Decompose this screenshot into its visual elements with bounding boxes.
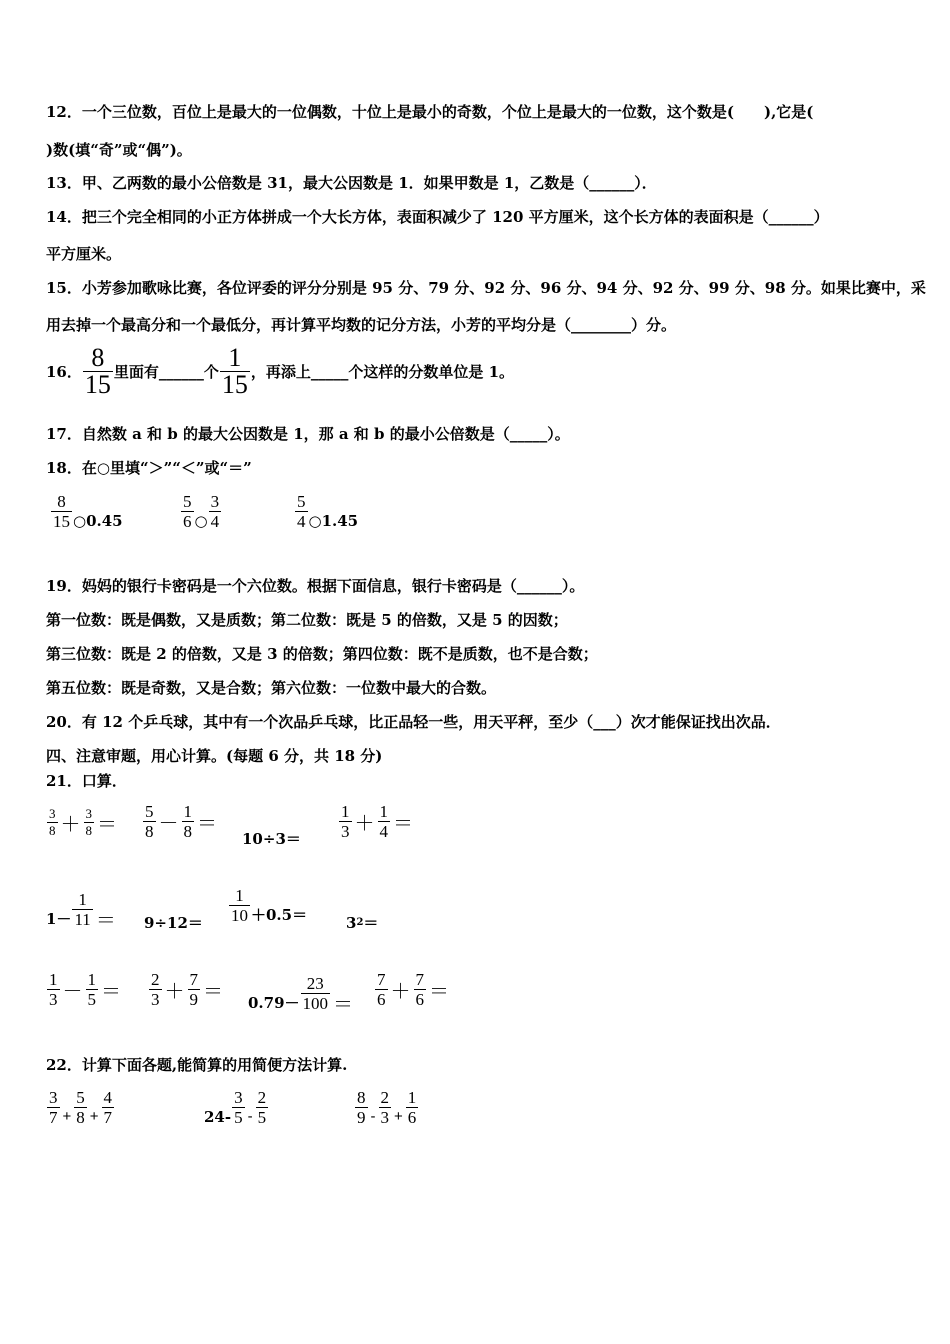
minus-operator: － [158,811,179,835]
q21-title: 21．口算． [46,772,127,790]
q21-r3-a [46,970,123,1009]
q18-item-3 [294,492,358,531]
minus-operator: - [247,1108,253,1125]
expression-suffix: ＋0.5＝ [251,906,308,924]
equals-sign: ＝ [363,914,379,932]
q21-r2-a [46,886,118,933]
q21-r2-d [346,912,378,933]
q12-line2: )数(填“奇”或“偶”)。 [46,141,192,159]
fraction: $\frac{1}{10}$ [231,886,248,925]
q19-title: 19．妈妈的银行卡密码是一个六位数。根据下面信息，银行卡密码是（______）。 [46,577,585,595]
minus-operator: － [62,979,83,1003]
plus-operator: ＋ [354,811,375,835]
equals-sign: ＝ [333,992,354,1016]
fraction: $\frac{3}{4}$ [210,492,220,531]
q19-line3: 第五位数：既是奇数，又是合数；第六位数：一位数中最大的合数。 [46,679,497,697]
fraction: $\frac{1}{4}$ [379,802,388,841]
comparison-text: ○0.45 [73,511,123,530]
fraction: $\frac{3}{8}$ [85,806,92,838]
q16 [46,345,514,398]
q14-line1: 14．把三个完全相同的小正方体拼成一个大长方体，表面积减少了 120 平方厘米，这个长方体的表面积是（______） [46,208,829,226]
q18-item-2 [180,492,222,531]
q16-text2: ，再添上_____个这样的分数单位是 1。 [250,363,515,381]
fraction: $\frac{8}{15}$ [84,343,111,399]
comparison-circle: ○ [194,511,208,530]
q16-text1: 里面有______个 [113,363,219,381]
q21-r3-d [374,970,451,1009]
q22-expr-3 [354,1088,419,1127]
expression-prefix: 24- [204,1107,232,1126]
fraction: $\frac{3}{5}$ [234,1088,243,1127]
equals-sign: ＝ [393,811,413,835]
fraction: $\frac{5}{8}$ [76,1088,85,1127]
fraction: $\frac{7}{9}$ [189,970,198,1009]
power-base: 3 [346,913,357,932]
q21-r2-c [228,886,307,925]
fraction: $\frac{5}{8}$ [145,802,154,841]
equals-sign: ＝ [101,979,121,1003]
fraction: $\frac{5}{6}$ [183,492,192,531]
fraction: $\frac{7}{6}$ [377,970,386,1009]
fraction: $\frac{1}{11}$ [74,890,91,929]
q21-r3-c [248,970,355,1017]
fraction: $\frac{5}{4}$ [297,492,306,531]
q19-line1: 第一位数：既是偶数，又是质数；第二位数：既是 5 的倍数，又是 5 的因数； [46,611,568,629]
fraction: $\frac{1}{8}$ [183,802,192,841]
equals-sign: ＝ [197,811,217,835]
q15-line2: 用去掉一个最高分和一个最低分，再计算平均数的记分方法，小芳的平均分是（________）分。 [46,316,677,334]
equals-sign: ＝ [97,812,117,836]
equals-sign: ＝ [429,979,449,1003]
q20-text: 20．有 12 个乒乓球，其中有一个次品乒乓球，比正品轻一些，用天平秤，至少（___）次才能保证找出次品． [46,713,781,731]
plus-operator: + [394,1108,403,1125]
fraction: $\frac{1}{3}$ [341,802,350,841]
fraction: $\frac{1}{3}$ [49,970,58,1009]
plus-operator: ＋ [164,979,185,1003]
q21-r3-b [148,970,225,1009]
q22-expr-1 [46,1088,115,1127]
q14-line2: 平方厘米。 [46,245,122,263]
q13-text: 13．甲、乙两数的最小公倍数是 31，最大公因数是 1．如果甲数是 1，乙数是（______）． [46,174,657,192]
comparison-text: ○1.45 [308,511,359,530]
fraction: $\frac{4}{7}$ [103,1088,113,1127]
q21-r2-b: 9÷12＝ [144,914,203,932]
plus-operator: ＋ [60,812,81,836]
plus-operator: ＋ [390,979,411,1003]
q21-r1-d [338,802,415,841]
q21-r1-b [142,802,219,841]
plus-operator: + [89,1108,99,1125]
q18-title: 18．在○里填“＞”“＜”或“＝” [46,459,252,477]
fraction: $\frac{2}{3}$ [380,1088,389,1127]
q22-title: 22．计算下面各题,能简算的用简便方法计算. [46,1056,348,1074]
fraction: $\frac{1}{5}$ [87,970,96,1009]
fraction: $\frac{3}{8}$ [49,806,56,838]
fraction: $\frac{7}{6}$ [415,970,424,1009]
q21-r1-c: 10÷3＝ [242,830,301,848]
q21-r1-a [46,806,119,839]
fraction: $\frac{8}{15}$ [53,492,70,531]
fraction: $\frac{2}{5}$ [257,1088,267,1127]
expression-prefix: 1－ [46,910,72,928]
fraction: $\frac{2}{3}$ [151,970,160,1009]
fraction: $\frac{1}{6}$ [407,1088,417,1127]
power-exponent: 2 [356,917,364,928]
q15-line1: 15．小芳参加歌咏比赛，各位评委的评分分别是 95 分、79 分、92 分、96 分、94 分、92 分、99 分、98 分。如果比赛中，采 [46,279,926,297]
section-4-heading: 四、注意审题，用心计算。(每题 6 分，共 18 分) [46,747,383,765]
q12-line1: 12．一个三位数，百位上是最大的一位偶数，十位上是最小的奇数，个位上是最大的一位数，这个数是( ),它是( [46,103,814,121]
expression-prefix: 0.79－ [248,994,300,1012]
equals-sign: ＝ [203,979,223,1003]
q16-number: 16． [46,363,82,381]
fraction: $\frac{23}{100}$ [302,974,329,1013]
q22-expr-2 [204,1088,269,1127]
minus-operator: - [370,1108,376,1125]
fraction: $\frac{3}{7}$ [49,1088,58,1127]
q18-item-1 [50,492,123,531]
fraction: $\frac{1}{15}$ [221,343,248,399]
q17-text: 17．自然数 a 和 b 的最大公因数是 1，那 a 和 b 的最小公倍数是（_____）。 [46,425,570,443]
equals-sign: ＝ [95,908,116,932]
q19-line2: 第三位数：既是 2 的倍数，又是 3 的倍数；第四位数：既不是质数，也不是合数； [46,645,598,663]
fraction: $\frac{8}{9}$ [357,1088,366,1127]
plus-operator: + [62,1108,72,1125]
